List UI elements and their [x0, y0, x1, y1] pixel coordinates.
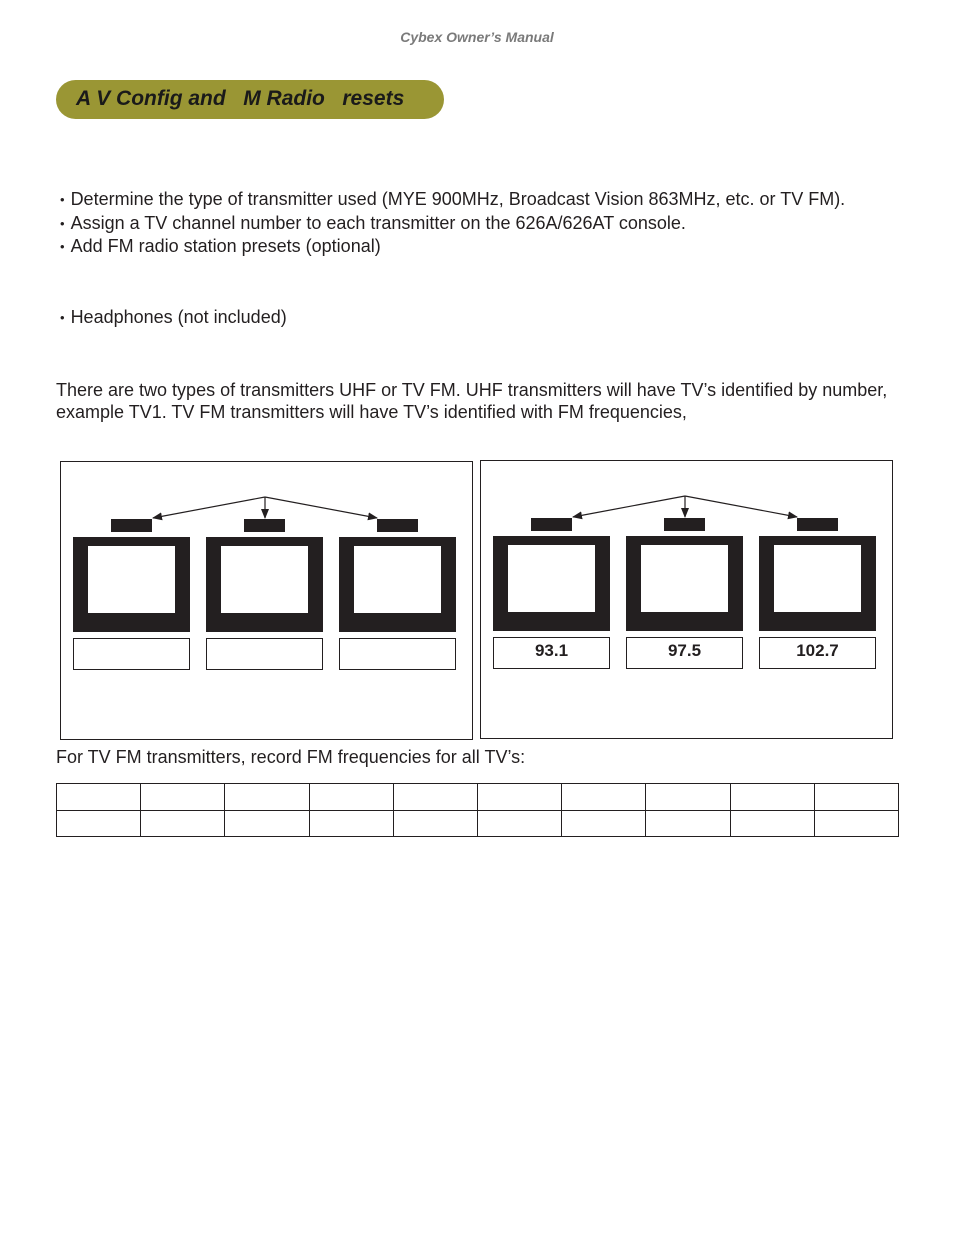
frequency-cell [141, 784, 225, 811]
tv-channel-tag [664, 518, 705, 531]
frequency-cell [562, 810, 646, 837]
list-item: • Add FM radio station presets (optional) [60, 235, 845, 259]
frequency-cell [225, 810, 309, 837]
frequency-cell [309, 810, 393, 837]
setup-steps-list [60, 188, 845, 259]
tv-channel-tag [111, 519, 152, 532]
frequency-cell [393, 784, 477, 811]
tv-monitor-icon [206, 537, 323, 632]
frequency-record-table [56, 783, 899, 837]
tv-channel-tag [377, 519, 418, 532]
frequency-cell [57, 784, 141, 811]
table-row [57, 784, 899, 811]
tv-monitor-icon [339, 537, 456, 632]
intro-paragraph: There are two types of transmitters UHF or TV FM. UHF transmitters will have TV’s identified by number, example TV1. TV FM transmitters will have TV’s identified with FM frequencies, [56, 380, 888, 422]
frequency-cell [57, 810, 141, 837]
frequency-cell [814, 784, 898, 811]
tv-monitor-icon [759, 536, 876, 631]
frequency-cell [393, 810, 477, 837]
tv-label-box [206, 638, 323, 670]
frequency-cell [562, 784, 646, 811]
fm-transmitter-diagram [480, 460, 893, 739]
tv-monitor-icon [626, 536, 743, 631]
list-item: • Assign a TV channel number to each transmitter on the 626A/626AT console. [60, 212, 845, 236]
tv-label-box [339, 638, 456, 670]
frequency-cell [730, 810, 814, 837]
frequency-cell [141, 810, 225, 837]
frequency-cell [646, 784, 730, 811]
tv-monitor-icon [493, 536, 610, 631]
uhf-transmitter-diagram [60, 461, 473, 740]
tv-frequency-label: 102.7 [759, 637, 876, 669]
tv-monitor-icon [73, 537, 190, 632]
running-header: Cybex Owner’s Manual [400, 29, 554, 45]
frequency-cell [225, 784, 309, 811]
tv-frequency-label: 93.1 [493, 637, 610, 669]
list-item: • Determine the type of transmitter used (MYE 900MHz, Broadcast Vision 863MHz, etc. or TV FM). [60, 188, 845, 212]
tv-channel-tag [797, 518, 838, 531]
frequency-cell [814, 810, 898, 837]
frequency-cell [477, 810, 561, 837]
tv-channel-tag [244, 519, 285, 532]
section-title: A V Config and M Radio resets [56, 80, 444, 119]
frequency-cell [477, 784, 561, 811]
list-item: • Headphones (not included) [60, 306, 287, 330]
table-caption: For TV FM transmitters, record FM frequencies for all TV’s: [56, 747, 526, 767]
tv-frequency-label: 97.5 [626, 637, 743, 669]
tv-label-box [73, 638, 190, 670]
items-needed-list [60, 306, 287, 330]
table-row [57, 810, 899, 837]
frequency-cell [646, 810, 730, 837]
frequency-cell [309, 784, 393, 811]
tv-channel-tag [531, 518, 572, 531]
frequency-cell [730, 784, 814, 811]
